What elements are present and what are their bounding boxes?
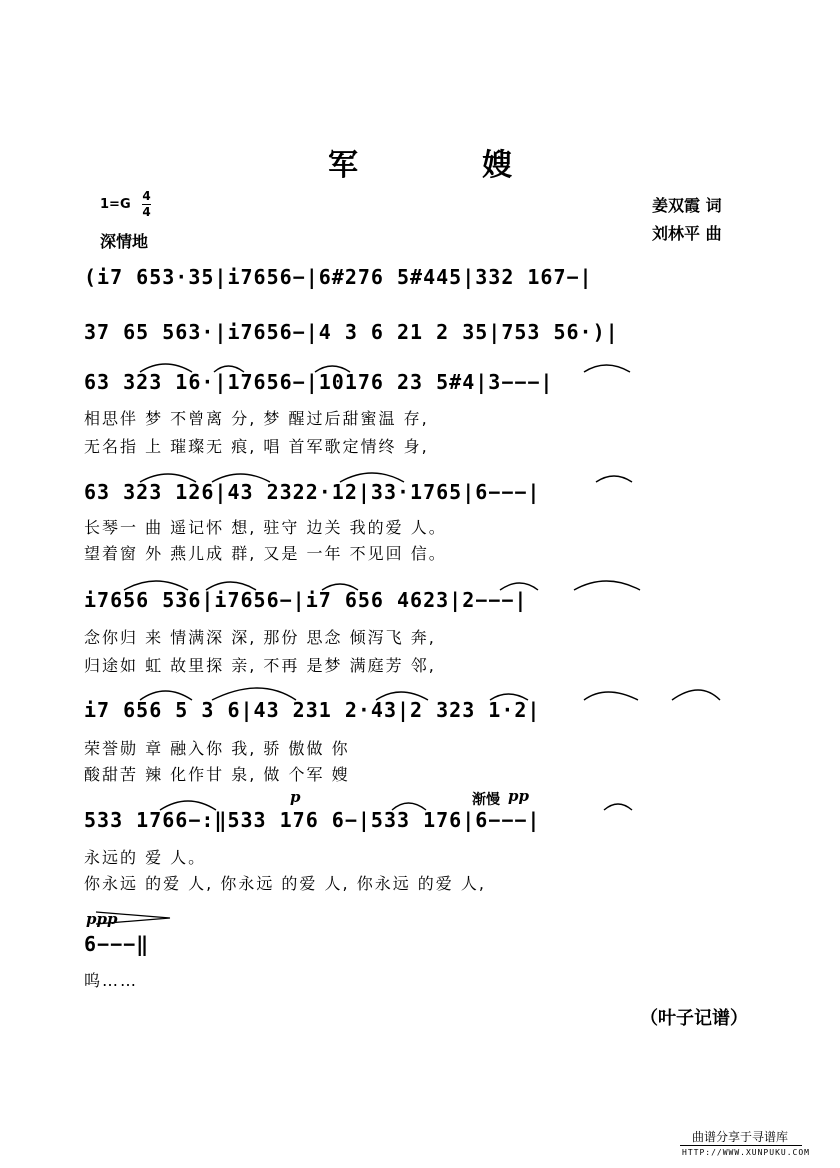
dynamic-pp: pp (508, 787, 529, 805)
meter-bottom: 4 (142, 205, 151, 219)
notation-system-4: 63 323 126|43 2322·12|33·1765|6−−−| (84, 480, 541, 504)
transcriber-note: （叶子记谱） (640, 1008, 748, 1029)
title-char-left: 军 (328, 148, 358, 183)
dynamic-p: p (290, 788, 301, 806)
title-char-right: 嫂 (482, 148, 512, 183)
notation-system-7: 533 1766−:‖533 176 6−|533 176|6−−−| (84, 808, 541, 832)
lyric-line: 长琴一 曲 遥记怀 想, 驻守 边关 我的爱 人。 (84, 518, 447, 537)
notation-system-1: (i7 653·35|i7656−|6#276 5#445|332 167−| (84, 265, 593, 289)
notation-system-5: i7656 536|i7656−|i7 656 4623|2−−−| (84, 588, 528, 612)
notation-system-2: 37 65 563·|i7656−|4 3 6 21 2 35|753 56·)| (84, 320, 619, 344)
lyric-line: 无名指 上 璀璨无 痕, 唱 首军歌定情终 身, (84, 437, 429, 456)
notation-system-8: 6−−−‖ (84, 932, 150, 956)
dynamic-ppp: ppp (86, 910, 118, 928)
lyricist-credit: 姜双霞 词 (652, 196, 722, 215)
meter-top: 4 (142, 189, 151, 203)
lyric-line: 荣誉勋 章 融入你 我, 骄 傲做 你 (84, 739, 350, 758)
ritardando-marking: 渐慢 (472, 792, 500, 808)
lyric-line: 酸甜苦 辣 化作甘 泉, 做 个军 嫂 (84, 765, 350, 784)
composer-credit: 刘林平 曲 (652, 224, 722, 243)
tempo-marking: 深情地 (100, 232, 149, 251)
lyric-line: 永远的 爱 人。 (84, 848, 207, 867)
footer-site-name: 曲谱分享于寻谱库 (692, 1130, 789, 1144)
notation-system-3: 63 323 16·|17656−|10176 23 5#4|3−−−| (84, 370, 554, 394)
notation-system-6: i7 656 5 3 6|43 231 2·43|2 323 1·2| (84, 698, 541, 722)
lyric-line: 念你归 来 情满深 深, 那份 思念 倾泻飞 奔, (84, 628, 436, 647)
lyric-line: 相思伴 梦 不曾离 分, 梦 醒过后甜蜜温 存, (84, 409, 429, 428)
lyric-line: 呜…… (84, 971, 139, 990)
key-signature: 1=G (100, 197, 131, 212)
lyric-line: 归途如 虹 故里探 亲, 不再 是梦 满庭芳 邻, (84, 656, 436, 675)
lyric-line: 望着窗 外 燕儿成 群, 又是 一年 不见回 信。 (84, 544, 447, 563)
footer-divider (680, 1145, 802, 1146)
footer-site-url: HTTP://WWW.XUNPUKU.COM (682, 1148, 810, 1157)
lyric-line: 你永远 的爱 人, 你永远 的爱 人, 你永远 的爱 人, (84, 874, 486, 893)
